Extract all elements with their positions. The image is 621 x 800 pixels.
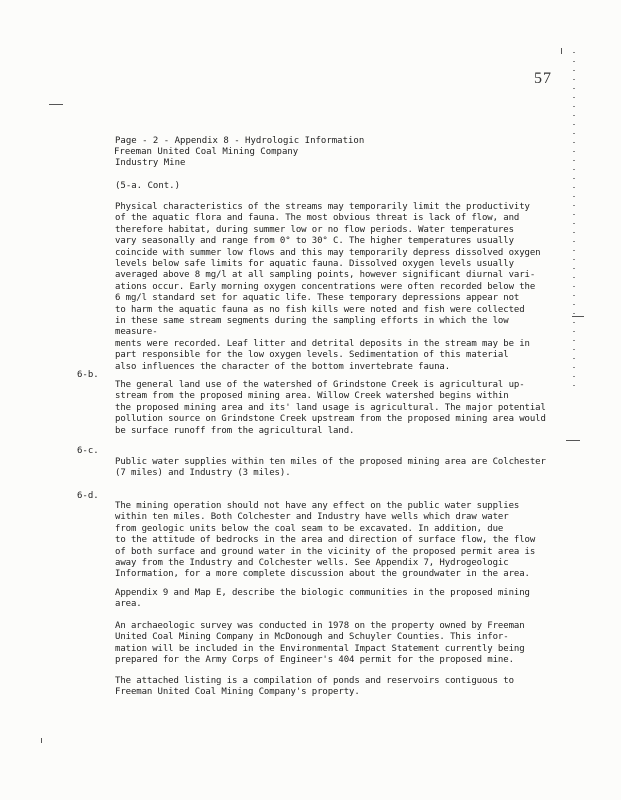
scan-mark-bottom — [41, 738, 42, 743]
scan-mark-right-lower — [566, 440, 580, 441]
section-label-6c: 6-c. — [77, 446, 99, 456]
scan-mark-left — [49, 104, 63, 105]
paragraph-ponds-listing: The attached listing is a compilation of ponds and reservoirs contiguous to Freeman United Coal Mining Company's property. — [115, 676, 514, 698]
scan-edge-dots — [573, 52, 575, 392]
header-line-1: Page - 2 - Appendix 8 - Hydrologic Information — [115, 136, 365, 146]
continuation-label: (5-a. Cont.) — [115, 181, 181, 191]
paragraph-mining-effects: The mining operation should not have any effect on the public water supplies within ten miles. Both Colchester and Industry have wells which draw water from geologic units below the coal seam to be excavated. In addition, due to the attitude of bedrocks in the area and direction of surface flow, the flow of both surface and ground water in the vicinity of the proposed permit area is away from the Industry and Colchester wells. See Appendix 7, Hydrogeologic Information, for a more complete discussion about the groundwater in the area. — [115, 501, 536, 580]
paragraph-physical-characteristics: Physical characteristics of the streams may temporarily limit the productivity of the aquatic flora and fauna. The most obvious threat is lack of flow, and therefore habitat, during summer low or no flow periods. Water temperatures vary seasonally and range from 0° to 30° C. The higher temperatures usually coincide with summer low flows and this may temporarily depress dissolved oxygen levels below safe limits for aquatic fauna. Dissolved oxygen levels usually averaged above 8 mg/l at all sampling points, however significant diurnal vari- ations occur. Early morning oxygen concentrations were often recorded below the 6 mg/l standard set for aquatic life. These temporary depressions appear not to harm the aquatic fauna as no fish kills were noted and fish were collected in these same stream segments during the sampling efforts in which the low measure- ments were recorded. Leaf litter and detrital deposits in the stream may be in part responsible for the low oxygen levels. Sedimentation of this material also influences the character of the bottom invertebrate fauna. — [115, 202, 541, 372]
paragraph-biologic-communities: Appendix 9 and Map E, describe the biologic communities in the proposed mining area. — [115, 588, 530, 610]
paragraph-archaeologic-survey: An archaeologic survey was conducted in 1978 on the property owned by Freeman United Coal Mining Company in McDonough and Schuyler Counties. This infor- mation will be included in the Environmental Impact Statement currently being prepared for the Army Corps of Engineer's 404 permit for the proposed mine. — [115, 621, 525, 666]
header-line-2: Freeman United Coal Mining Company — [114, 147, 299, 157]
page-number: 57 — [534, 70, 552, 87]
scan-mark-corner — [561, 48, 562, 54]
header-line-3: Industry Mine — [115, 158, 186, 168]
section-label-6b: 6-b. — [77, 370, 99, 380]
section-label-6d: 6-d. — [77, 491, 99, 501]
paragraph-land-use: The general land use of the watershed of Grindstone Creek is agricultural up- stream from the proposed mining area. Willow Creek watershed begins within the proposed mining area and its' land usage is agricultural. The major potential pollution source on Grindstone Creek upstream from the proposed mining area would be surface runoff from the agricultural land. — [115, 380, 546, 436]
paragraph-public-water-supplies: Public water supplies within ten miles of the proposed mining area are Colchester (7 miles) and Industry (3 miles). — [115, 457, 546, 479]
